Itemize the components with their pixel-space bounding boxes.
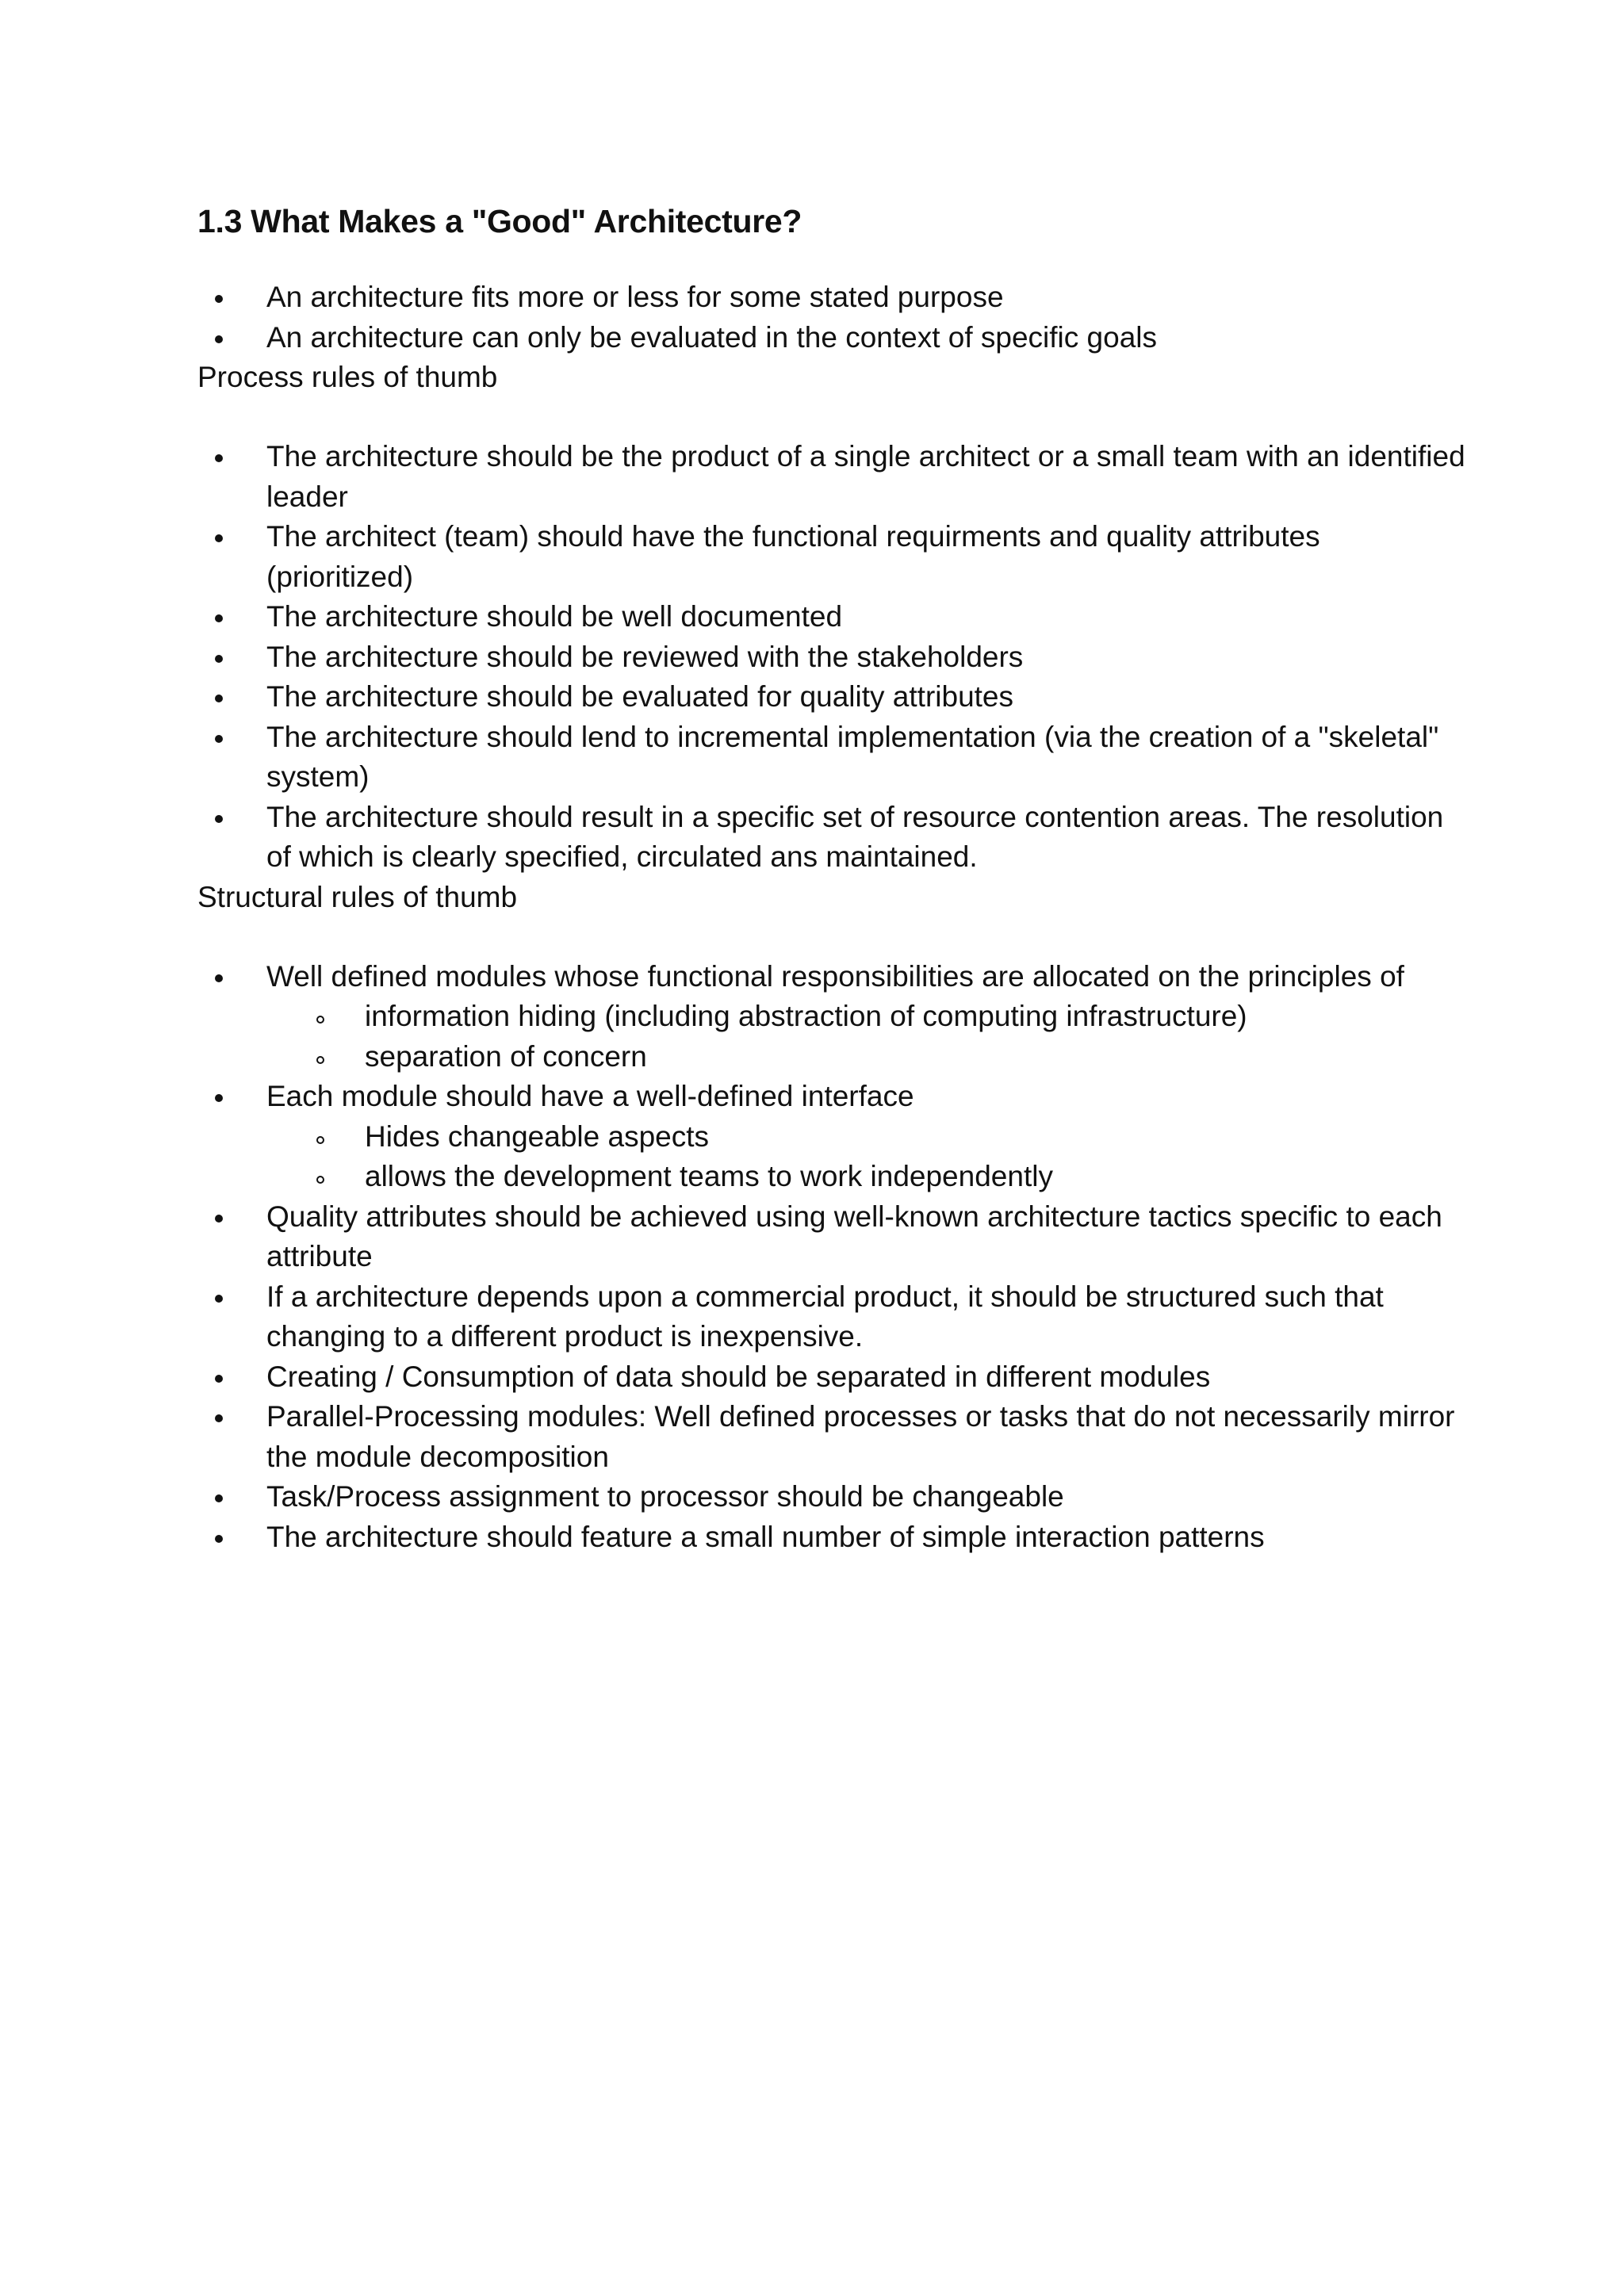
list-item: Parallel-Processing modules: Well defined processes or tasks that do not necessarily mirror the module decomposition (197, 1397, 1466, 1477)
list-item: Well defined modules whose functional responsibilities are allocated on the principles of information hiding (including abstraction of computing infrastructure) separation of concern (197, 957, 1466, 1077)
circle-bullet-icon (316, 1056, 324, 1064)
list-item: The architecture should be the product of a single architect or a small team with an identified leader (197, 437, 1466, 517)
bullet-icon (215, 534, 223, 542)
bullet-icon (215, 1375, 223, 1383)
list-item: Quality attributes should be achieved using well-known architecture tactics specific to each attribute (197, 1197, 1466, 1277)
sub-list-item: information hiding (including abstraction of computing infrastructure) (197, 997, 1466, 1037)
sub-list (266, 997, 1466, 1077)
bullet-icon (215, 815, 223, 823)
structural-section-label: Structural rules of thumb (197, 880, 518, 913)
bullet-icon (215, 295, 223, 303)
list-item: The architecture should lend to incremental implementation (via the creation of a "skeletal" system) (197, 718, 1466, 798)
bullet-icon (215, 1414, 223, 1422)
list-item: The architecture should be evaluated for quality attributes (197, 677, 1466, 718)
list-item: The architecture should result in a specific set of resource contention areas. The resolution of which is clearly specified, circulated ans maintained. (197, 798, 1466, 878)
list-item: Task/Process assignment to processor should be changeable (197, 1477, 1466, 1517)
sub-list-item: allows the development teams to work independently (197, 1157, 1466, 1197)
sub-list-item: Hides changeable aspects (197, 1117, 1466, 1158)
intro-list (197, 277, 1466, 358)
list-item: The architecture should be reviewed with the stakeholders (197, 637, 1466, 678)
list-item: The architecture should feature a small number of simple interaction patterns (197, 1517, 1466, 1558)
process-section-label: Process rules of thumb (197, 361, 498, 393)
bullet-icon (215, 454, 223, 462)
circle-bullet-icon (316, 1136, 324, 1144)
bullet-icon (215, 1215, 223, 1223)
list-item: Each module should have a well-defined interface Hides changeable aspects allows the development teams to work independently (197, 1077, 1466, 1197)
circle-bullet-icon (316, 1176, 324, 1184)
list-item: An architecture fits more or less for some stated purpose (197, 277, 1466, 318)
bullet-icon (215, 735, 223, 743)
bullet-icon (215, 1295, 223, 1303)
bullet-icon (215, 655, 223, 663)
bullet-icon (215, 1535, 223, 1543)
sub-list-item: separation of concern (197, 1037, 1466, 1077)
circle-bullet-icon (316, 1016, 324, 1024)
bullet-icon (215, 335, 223, 343)
process-list (197, 437, 1466, 878)
bullet-icon (215, 614, 223, 622)
bullet-icon (215, 1094, 223, 1102)
bullet-icon (215, 695, 223, 702)
structural-list (197, 957, 1466, 1558)
sub-list (266, 1117, 1466, 1197)
document-content (197, 200, 1466, 1557)
list-item: If a architecture depends upon a commercial product, it should be structured such that changing to a different product is inexpensive. (197, 1277, 1466, 1357)
bullet-icon (215, 1494, 223, 1502)
list-item: The architecture should be well documented (197, 597, 1466, 637)
list-item: The architect (team) should have the functional requirments and quality attributes (prioritized) (197, 517, 1466, 597)
page-title: 1.3 What Makes a "Good" Architecture? (197, 203, 802, 239)
list-item: Creating / Consumption of data should be separated in different modules (197, 1357, 1466, 1398)
list-item: An architecture can only be evaluated in the context of specific goals (197, 318, 1466, 358)
bullet-icon (215, 974, 223, 982)
